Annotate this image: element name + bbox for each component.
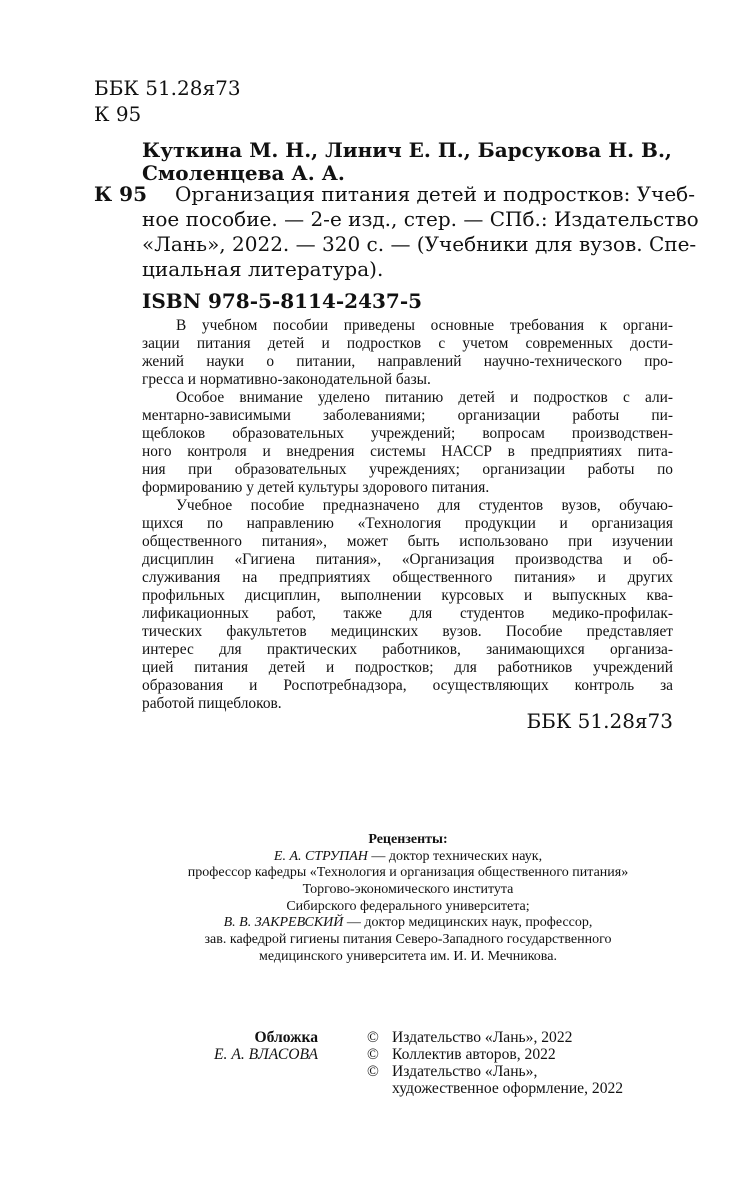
reviewers-title: Рецензенты: bbox=[368, 832, 448, 847]
authors-line-1: Куткина М. Н., Линич Е. П., Барсукова Н. В., bbox=[142, 138, 672, 162]
author-mark: К 95 bbox=[94, 102, 142, 126]
reviewer-1-name: Е. А. СТРУПАН bbox=[273, 849, 368, 864]
bbk-footer: ББК 51.28я73 bbox=[526, 709, 673, 733]
annotation-line: формированию у детей культуры здорового питания. bbox=[142, 479, 490, 496]
annotation-line: В учебном пособии приведены основные требования к органи- bbox=[176, 317, 673, 334]
citation-line-3: «Лань», 2022. — 320 с. — (Учебники для вузов. Спе- bbox=[142, 232, 697, 256]
reviewer-1-affiliation: Сибирского федерального университета; bbox=[286, 899, 530, 914]
annotation-line: ментарно-зависимыми заболеваниями; организации работы пи- bbox=[142, 407, 673, 424]
annotation-line: зации питания детей и подростков с учетом современных дости- bbox=[142, 335, 673, 352]
annotation-line: цией питания детей и подростков; для работников учреждений bbox=[142, 659, 673, 676]
annotation-line: щихся по направлению «Технология продукции и организация bbox=[142, 515, 673, 532]
authors-line-2: Смоленцева А. А. bbox=[142, 161, 345, 185]
copyright-symbol: © bbox=[367, 1029, 379, 1046]
copyright-symbol: © bbox=[367, 1063, 379, 1080]
annotation-line: служивания на предприятиях общественного питания» и других bbox=[142, 569, 673, 586]
reviewer-1-affiliation: профессор кафедры «Технология и организация общественного питания» bbox=[187, 865, 629, 880]
annotation-line: лификационных работ, также для студентов медико-профилак- bbox=[142, 605, 673, 622]
annotation-line: тических факультетов медицинских вузов. Пособие представляет bbox=[142, 623, 673, 640]
reviewer-1-degree: — доктор технических наук, bbox=[367, 849, 543, 864]
copyright-line: Коллектив авторов, 2022 bbox=[392, 1046, 556, 1063]
annotation-line: дисциплин «Гигиена питания», «Организация производства и об- bbox=[142, 551, 673, 568]
reviewer-1-line bbox=[108, 850, 708, 864]
copyright-line: Издательство «Лань», bbox=[392, 1063, 538, 1080]
citation-line-2: ное пособие. — 2-е изд., стер. — СПб.: Издательство bbox=[142, 207, 699, 231]
citation-line-4: циальная литература). bbox=[142, 257, 384, 281]
annotation-line: жений науки о питании, направлений научно-технического про- bbox=[142, 353, 673, 370]
reviewer-2-line bbox=[108, 916, 708, 930]
reviewer-2-name: В. В. ЗАКРЕВСКИЙ bbox=[223, 915, 344, 930]
reviewer-2-degree: — доктор медицинских наук, профессор, bbox=[343, 915, 593, 930]
cover-designer: Е. А. ВЛАСОВА bbox=[214, 1046, 318, 1063]
reviewer-2-affiliation: медицинского университета им. И. И. Мечникова. bbox=[259, 949, 557, 964]
isbn: ISBN 978-5-8114-2437-5 bbox=[142, 289, 423, 313]
annotation-line: интерес для практических работников, занимающихся организа- bbox=[142, 641, 673, 658]
annotation-line: гресса и нормативно-законодательной базы. bbox=[142, 371, 431, 388]
copyright-symbol: © bbox=[367, 1046, 379, 1063]
reviewer-2-affiliation: зав. кафедрой гигиены питания Северо-Западного государственного bbox=[204, 932, 612, 947]
annotation-line: образования и Роспотребнадзора, осуществляющих контроль за bbox=[142, 677, 673, 694]
annotation-line: общественного питания», может быть использовано при изучении bbox=[142, 533, 673, 550]
citation-mark: К 95 bbox=[94, 182, 147, 206]
annotation-line: профильных дисциплин, выполнении курсовых и выпускных ква- bbox=[142, 587, 673, 604]
annotation-line: ного контроля и внедрения системы НАССР в предприятиях пита- bbox=[142, 443, 673, 460]
annotation-line: работой пищеблоков. bbox=[142, 695, 282, 712]
annotation-line: ния при образовательных учреждениях; организации работы по bbox=[142, 461, 673, 478]
cover-label: Обложка bbox=[254, 1029, 318, 1046]
reviewer-1-affiliation: Торгово-экономического института bbox=[302, 882, 514, 897]
copyright-line: художественное оформление, 2022 bbox=[392, 1080, 624, 1097]
annotation-line: Особое внимание уделено питанию детей и подростков с али- bbox=[176, 389, 673, 406]
citation-line-1: Организация питания детей и подростков: Учеб- bbox=[175, 182, 695, 206]
annotation-line: щеблоков образовательных учреждений; вопросам производствен- bbox=[142, 425, 673, 442]
copyright-line: Издательство «Лань», 2022 bbox=[392, 1029, 573, 1046]
bbk-index: ББК 51.28я73 bbox=[94, 76, 241, 100]
annotation-line: Учебное пособие предназначено для студентов вузов, обучаю- bbox=[176, 497, 673, 514]
